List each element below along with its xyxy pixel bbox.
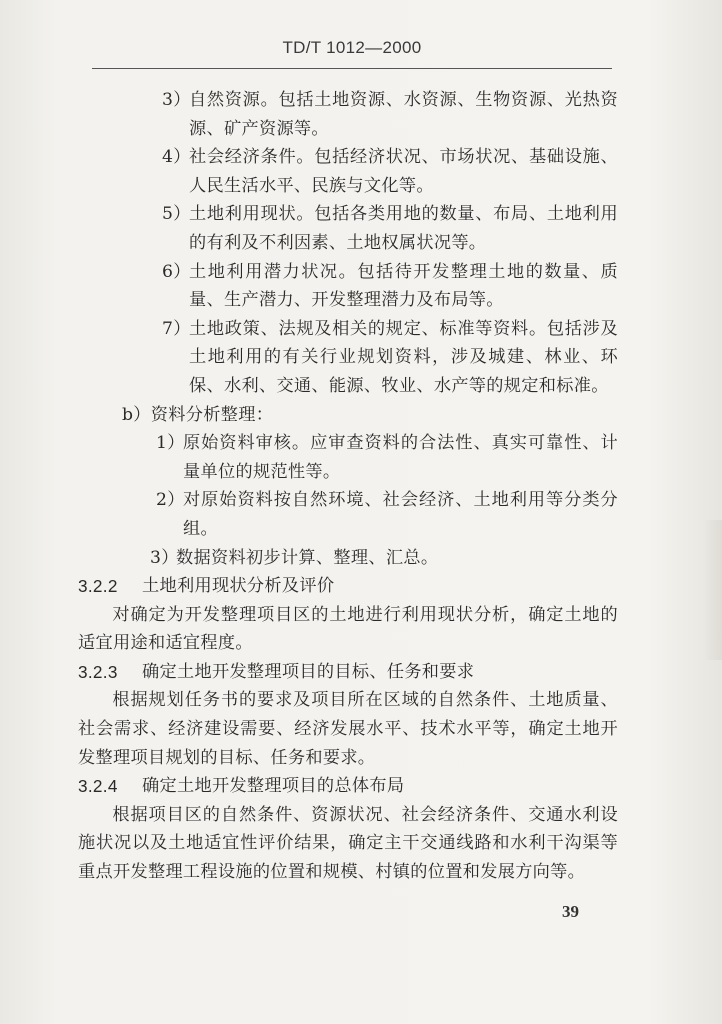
subsection-b-label: b）资料分析整理： (122, 404, 274, 425)
section-heading (78, 658, 618, 687)
list-item (78, 429, 618, 486)
list-item (78, 200, 618, 257)
list-item-text: 数据资料初步计算、整理、汇总。 (176, 547, 439, 568)
list-item-number: 5） (162, 204, 191, 225)
section-title: 确定土地开发整理项目的总体布局 (142, 776, 405, 797)
list-item (78, 544, 618, 573)
list-item-text: 土地利用现状。包括各类用地的数量、布局、土地利用的有利及不利因素、土地权属状况等。 (189, 204, 618, 253)
section-number: 3.2.4 (78, 776, 118, 797)
list-item-number: 6） (162, 261, 191, 282)
list-item-number: 2） (156, 490, 185, 511)
section-paragraph: 根据项目区的自然条件、资源状况、社会经济条件、交通水利设施状况以及土地适宜性评价结果，确定主干交通线路和水利干沟渠等重点开发整理工程设施的位置和规模、村镇的位置和发展方向等。 (78, 804, 618, 883)
list-item-number: 4） (162, 147, 191, 168)
list-item (78, 86, 618, 143)
list-item-text: 原始资料审核。应审查资料的合法性、真实可靠性、计量单位的规范性等。 (183, 433, 618, 482)
section-heading (78, 772, 618, 801)
list-item-number: 7） (162, 318, 191, 339)
page-content (78, 86, 618, 887)
list-item (78, 258, 618, 315)
list-item (78, 486, 618, 543)
section-paragraph: 对确定为开发整理项目区的土地进行利用现状分析，确定土地的适宜用途和适宜程度。 (78, 604, 618, 654)
section-title: 土地利用现状分析及评价 (142, 576, 335, 597)
section-paragraph: 根据规划任务书的要求及项目所在区域的自然条件、土地质量、社会需求、经济建设需要、经济发展水平、技术水平等，确定土地开发整理项目规划的目标、任务和要求。 (78, 690, 618, 768)
header-rule (92, 68, 612, 69)
standard-code-header: TD/T 1012—2000 (282, 38, 422, 57)
list-item-text: 对原始资料按自然环境、社会经济、土地利用等分类分组。 (183, 490, 618, 539)
section-number: 3.2.3 (78, 661, 118, 682)
list-item-number: 3） (150, 547, 179, 568)
list-item-text: 自然资源。包括土地资源、水资源、生物资源、光热资源、矿产资源等。 (189, 90, 618, 139)
page-number: 39 (562, 902, 579, 921)
list-item-text: 土地政策、法规及相关的规定、标准等资料。包括涉及土地利用的有关行业规划资料，涉及城建、林业、环保、水利、交通、能源、牧业、水产等的规定和标准。 (189, 318, 618, 396)
section-number: 3.2.2 (78, 576, 118, 597)
page-edge-shadow (704, 520, 722, 660)
section-title: 确定土地开发整理项目的目标、任务和要求 (142, 661, 475, 682)
list-item (78, 143, 618, 200)
list-item-text: 土地利用潜力状况。包括待开发整理土地的数量、质量、生产潜力、开发整理潜力及布局等。 (189, 261, 618, 311)
list-item (78, 315, 618, 401)
list-item-number: 1） (156, 433, 185, 454)
section-heading (78, 572, 618, 601)
list-item-text: 社会经济条件。包括经济状况、市场状况、基础设施、人民生活水平、民族与文化等。 (189, 147, 618, 196)
list-item-number: 3） (162, 90, 191, 110)
